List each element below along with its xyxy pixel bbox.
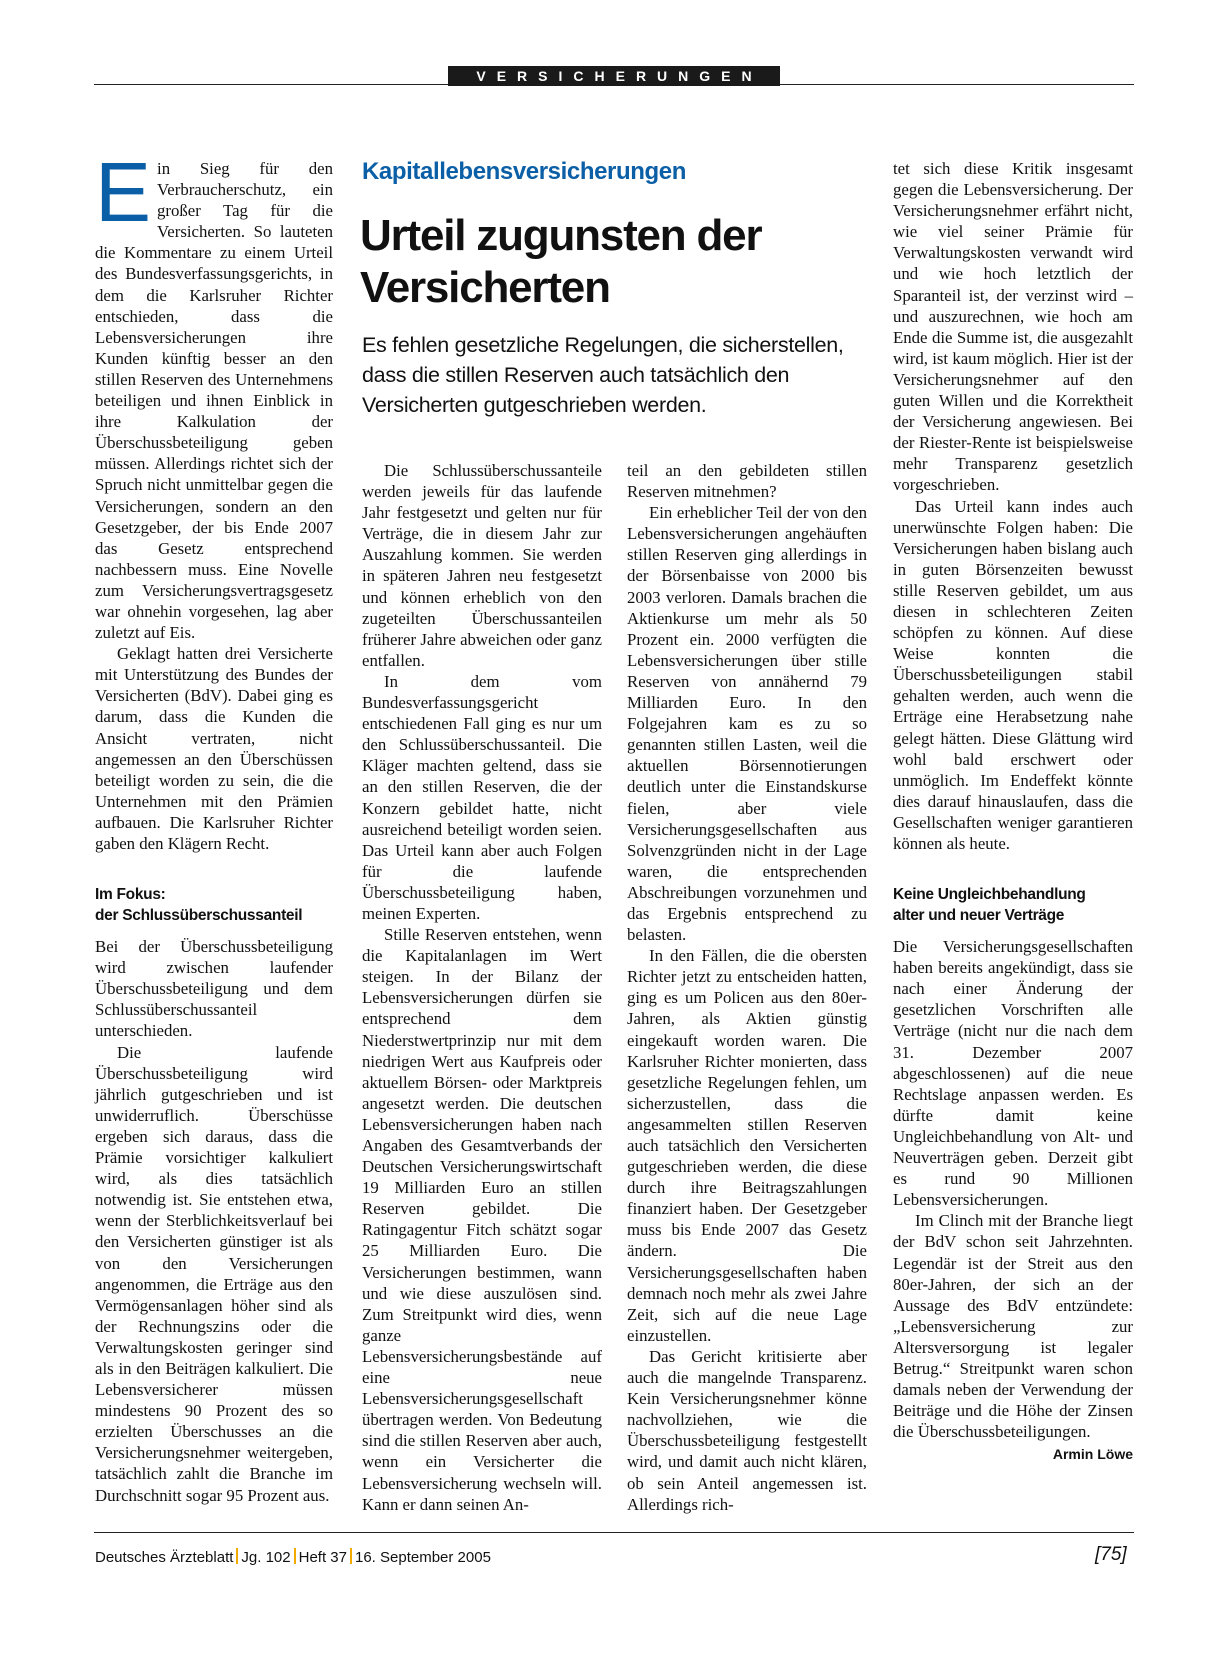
volume: Jg. 102 <box>241 1549 291 1566</box>
paragraph: Das Urteil kann indes auch unerwünschte Folgen haben: Die Versicherungen haben bislang auch in guten Börsenzeiten bewusst stille Reserven gebildet, um aus diesen in schlechteren Zeiten schöpfen zu können. Auf diese Weise konnten die Überschussbeteiligungen stabil gehalten werden, auch wenn die Erträge eine Herabsetzung nahe gelegt hätten. Diese Glättung wird wohl bald erschwert oder unmöglich. Im Endeffekt könnte dies darauf hinauslaufen, dass die Gesellschaften weniger garantieren können als heute. <box>893 496 1133 853</box>
paragraph: Ein Sieg für den Verbraucherschutz, ein großer Tag für die Versicherten. So lauteten die Kommentare zu einem Urteil des Bundesverfassungsgerichts, in dem die Karlsruher Richter entschieden, dass die Lebensversicherungen ihre Kunden künftig besser an den stillen Reserven des Unternehmens beteiligen und ihnen Einblick in ihre Kalkulation der Überschussbeteiligung geben müssen. Allerdings richtet sich der Spruch nicht unmittelbar gegen die Versicherungen, sondern an den Gesetzgeber, der bis Ende 2007 das Gesetz entsprechend nachbessern muss. Eine Novelle zum Versicherungsvertragsgesetz war ohnehin vorgesehen, lag aber zuletzt auf Eis. <box>95 145 333 643</box>
paragraph: Geklagt hatten drei Versicherte mit Unterstützung des Bundes der Versicherten (BdV). Dabei ging es darum, dass die Kunden die Ansicht vertraten, nicht angemessen an den Überschüssen beteiligt worden zu sein, die die Unternehmen mit den Prämien aufbauen. Die Karlsruher Richter gaben den Klägern Recht. <box>95 644 333 853</box>
paragraph: teil an den gebildeten stillen Reserven mitnehmen? <box>627 461 867 502</box>
bottom-rule <box>94 1532 1134 1533</box>
paragraph: Das Gericht kritisierte aber auch die mangelnde Transparenz. Kein Versicherungsnehmer könne nachvollziehen, wie die Überschussbeteiligung festgestellt wird, und damit auch nicht klären, ob sein Anteil angemessen ist. Allerdings rich- <box>627 1346 867 1514</box>
issue-date: 16. September 2005 <box>355 1549 491 1566</box>
author-name: Armin Löwe <box>1052 1446 1133 1463</box>
paragraph: Ein erheblicher Teil der von den Lebensversicherungen angehäuften stillen Reserven ging allerdings in der Börsenbaisse von 2000 bis 2003 verloren. Damals brachen die Aktienkurse um mehr als 50 Prozent ein. 2000 verfügten die Lebensversicherungen über stille Reserven von annähernd 79 Milliarden Euro. In den Folgejahren kam es zu so genannten stillen Lasten, weil die aktuellen Börsennotierungen deutlich unter die Einstandskurse fielen, aber viele Versicherungsgesellschaften aus Solvenzgründen nicht in der Lage waren, die entsprechenden Abschreibungen vorzunehmen und das Ergebnis entsprechend zu belasten. <box>627 503 867 945</box>
column-1 <box>95 145 333 1506</box>
issue: Heft 37 <box>298 1549 347 1566</box>
subheading: Im Fokus: der Schlussüberschussanteil <box>95 886 303 925</box>
paragraph: In den Fällen, die die obersten Richter jetzt zu entscheiden hatten, ging es um Policen aus den 80er-Jahren, als Aktien günstig eingekauft worden waren. Die Karlsruher Richter monierten, dass gesetzliche Regelungen fehlen, um sicherzustellen, dass die angesammelten stillen Reserven auch tatsächlich den Versicherten gutgeschrieben werden, die diese durch ihre Beitragszahlungen finanziert haben. Der Gesetzgeber muss bis Ende 2007 das Gesetz ändern. Die Versicherungsgesellschaften haben demnach noch mehr als zwei Jahre Zeit, sich auf die neue Lage einzustellen. <box>627 946 867 1345</box>
page-number: [75] <box>1095 1544 1127 1565</box>
paragraph: Die Versicherungsgesellschaften haben bereits angekündigt, dass sie nach einer Änderung der gesetzlichen Vorschriften alle Verträge (nicht nur die nach dem 31. Dezember 2007 abgeschlossenen) auf die neue Rechtslage anpassen werden. Es dürfte damit keine Ungleichbehandlung von Alt- und Neuverträgen geben. Derzeit gibt es rund 90 Millionen Lebensversicherungen. <box>893 937 1133 1210</box>
column-3 <box>627 460 867 1515</box>
paragraph: Im Clinch mit der Branche liegt der BdV schon seit Jahrzehnten. Legendär ist der Streit aus den 80er-Jahren, der sich an der Aussage des BdV entzündete: „Lebensversicherung zur Altersversorgung ist legaler Betrug.“ Streitpunkt waren schon damals neben der Verwendung der Beiträge und die Höhe der Zinsen die Überschussbeteiligungen. Armin Löwe <box>893 1210 1133 1442</box>
section-label: VERSICHERUNGEN <box>448 66 780 86</box>
article-kicker: Kapitallebensversicherungen <box>362 158 686 185</box>
paragraph: Die Schlussüberschussanteile werden jeweils für das laufende Jahr festgesetzt und gelten nur für Verträge, die in diesem Jahr zur Auszahlung kommen. Sie werden in späteren Jahren neu festgesetzt und können erheblich von den zugeteilten Überschussanteilen früherer Jahre abweichen oder ganz entfallen. <box>362 461 602 670</box>
paragraph: Stille Reserven entstehen, wenn die Kapitalanlagen im Wert steigen. In der Bilanz der Lebensversicherungen dürfen sie entsprechend dem Niederstwertprinzip nur mit dem niedrigen Wert aus Kaufpreis oder aktuellem Börsen- oder Marktpreis angesetzt werden. Die deutschen Lebensversicherungen haben nach Angaben des Gesamtverbands der Deutschen Versicherungswirtschaft 19 Milliarden Euro an stillen Reserven gebildet. Die Ratingagentur Fitch schätzt sogar 25 Milliarden Euro. Die Versicherungen bestimmen, wann und wie diese auszulösen sind. Zum Streitpunkt wird dies, wenn ganze Lebensversicherungsbestände auf eine neue Lebensversicherungsgesellschaft übertragen werden. Von Bedeutung sind die stillen Reserven aber auch, wenn ein Versicherter die Lebensversicherung wechseln will. Kann er dann seinen An- <box>362 925 602 1514</box>
subheading: Keine Ungleichbehandlung alter und neuer Verträge <box>893 886 1086 925</box>
article-lead: Es fehlen gesetzliche Regelungen, die sicherstellen, dass die stillen Reserven auch tatsächlich den Versicherten gutgeschrieben werden. <box>362 333 844 417</box>
article-headline: Urteil zugunsten der Versicherten <box>360 211 762 312</box>
paragraph: Die laufende Überschussbeteiligung wird jährlich gutgeschrieben und ist unwiderruflich. Überschüsse ergeben sich daraus, dass die Prämie vorsichtiger kalkuliert wird, als dies tatsächlich notwendig ist. Sie entstehen etwa, wenn der Sterblichkeitsverlauf bei den Versicherten günstiger ist als von den Versicherungen angenommen, die Erträge aus den Vermögensanlagen höher sind als der Rechnungszins oder die Verwaltungskosten geringer sind als in den Beiträgen kalkuliert. Die Lebensversicherer müssen mindestens 90 Prozent des so erzielten Überschusses an die Versicherungsnehmer weitergeben, tatsächlich zahlt die Branche im Durchschnitt sogar 95 Prozent aus. <box>95 1042 333 1505</box>
paragraph: tet sich diese Kritik insgesamt gegen die Lebensversicherung. Der Versicherungsnehmer erfährt nicht, wie viel seiner Prämie für Verwaltungskosten verwandt wird und wie hoch letztlich der Sparanteil ist, der verzinst wird – und auszurechnen, wie hoch am Ende die Summe ist, die ausgezahlt wird, ist kaum möglich. Hier ist der Versicherungsnehmer auf den guten Willen und die Korrektheit der Versicherung angewiesen. Bei der Riester-Rente ist beispielsweise mehr Transparenz gesetzlich vorgeschrieben. <box>893 159 1133 495</box>
footer-citation <box>95 1548 491 1566</box>
column-4 <box>893 158 1133 1465</box>
drop-cap: E <box>95 145 152 239</box>
journal-name: Deutsches Ärzteblatt <box>95 1549 234 1566</box>
column-2 <box>362 460 602 1515</box>
paragraph: Bei der Überschussbeteiligung wird zwischen laufender Überschussbeteiligung und dem Schlussüberschussanteil unterschieden. <box>95 937 333 1041</box>
separator <box>294 1548 296 1564</box>
separator <box>236 1548 238 1564</box>
separator <box>350 1548 352 1564</box>
paragraph: In dem vom Bundesverfassungsgericht entschiedenen Fall ging es nur um den Schlussüberschussanteil. Die Kläger machten geltend, dass sie an den stillen Reserven, die der Konzern gebildet hatte, nicht ausreichend beteiligt worden seien. Das Urteil kann aber auch Folgen für die laufende Überschussbeteiligung haben, meinen Experten. <box>362 671 602 923</box>
